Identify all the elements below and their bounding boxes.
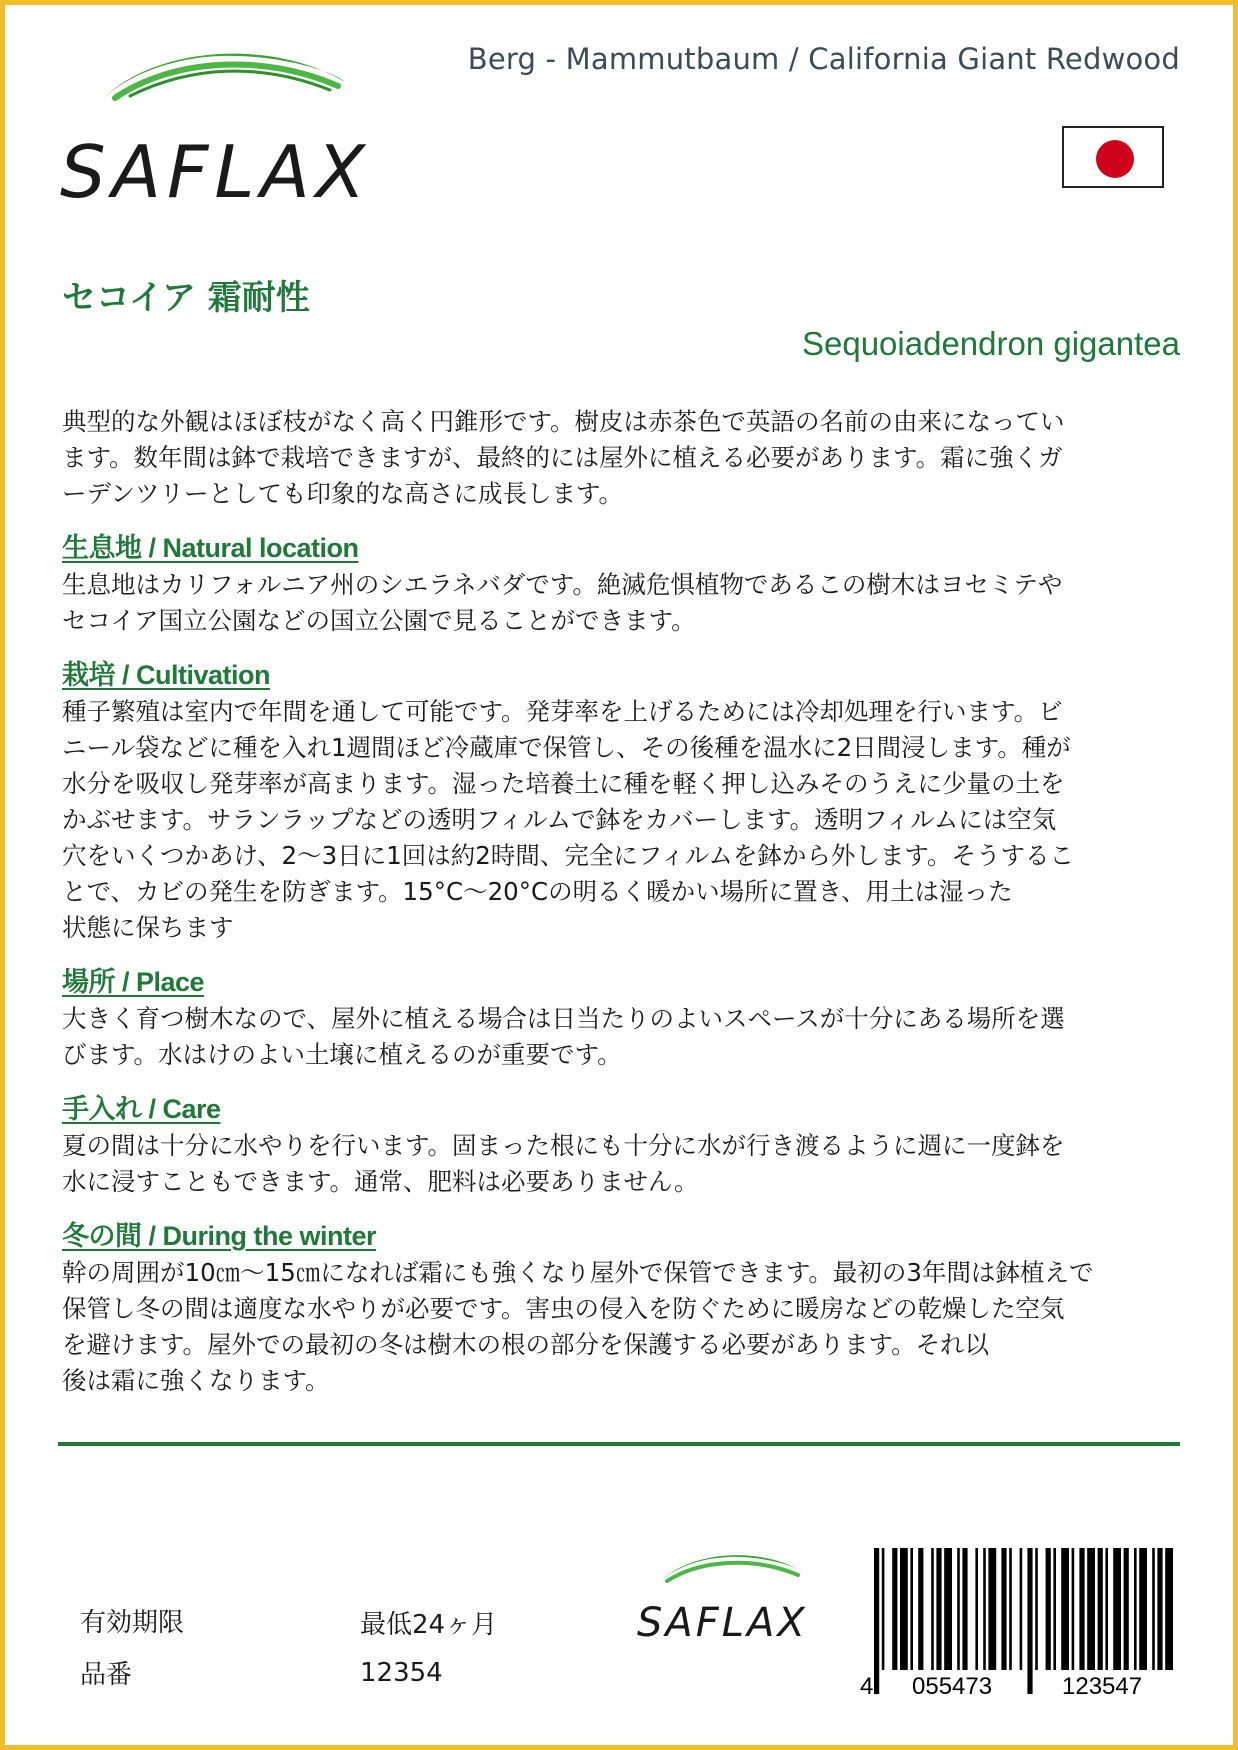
text-line: ニール袋などに種を入れ1週間ほど冷蔵庫で保管し、その後種を温水に2日間浸します。種が [62, 733, 1071, 762]
item-number-label: 品番 [80, 1660, 133, 1690]
barcode-bar [892, 1548, 897, 1670]
saflax-logo-small [635, 1548, 835, 1648]
barcode-bar [1046, 1548, 1051, 1670]
barcode-digit-1: 4 [860, 1673, 874, 1700]
barcode-bar [1079, 1548, 1084, 1670]
section-title-natural-location: 生息地 / Natural location [62, 533, 359, 563]
text-line: 後は霜に強くなります。 [62, 1366, 330, 1395]
barcode-bar [918, 1548, 923, 1670]
section-text-care [62, 1128, 1182, 1200]
barcode-bar [1027, 1548, 1032, 1694]
footer-divider [58, 1442, 1180, 1446]
barcode-bar [1152, 1548, 1155, 1670]
barcode-bar [988, 1548, 996, 1670]
saflax-logo [60, 42, 400, 212]
barcode-bar [1009, 1548, 1012, 1670]
barcode-bar [983, 1548, 986, 1670]
barcode-bar [1061, 1548, 1069, 1670]
barcode-bar [1139, 1548, 1147, 1670]
barcode-bar [1053, 1548, 1056, 1670]
text-line: 生息地はカリフォルニア州のシエラネバダです。絶滅危惧植物であるこの樹木はヨセミテや [62, 570, 1063, 599]
section-title-place: 場所 / Place [62, 967, 205, 997]
text-line: とで、カビの発生を防ぎます。15°C〜20°Cの明るく暖かい場所に置き、用土は湿った [62, 877, 1013, 906]
text-line: 水に浸すこともできます。通常、肥料は必要ありません。 [62, 1167, 699, 1196]
text-line: ーデンツリーとしても印象的な高さに成長します。 [62, 479, 624, 508]
section-title-winter: 冬の間 / During the winter [62, 1221, 377, 1251]
barcode-bar [975, 1548, 978, 1670]
flag-sun [1096, 140, 1134, 178]
barcode-bar [1113, 1548, 1121, 1670]
barcode-bar [1105, 1548, 1108, 1670]
text-line: かぶせます。サランラップなどの透明フィルムで鉢をカバーします。透明フィルムには空気 [62, 805, 1057, 834]
section-text-cultivation [62, 694, 1182, 946]
intro-paragraph [62, 404, 1182, 512]
barcode-bar [1001, 1548, 1006, 1670]
section-text-natural-location [62, 567, 1182, 639]
item-number-value: 12354 [360, 1658, 443, 1688]
product-name: セコイア 霜耐性 [62, 278, 310, 318]
section-text-place [62, 1001, 1182, 1073]
description-content [62, 404, 1182, 1399]
barcode-bar [874, 1548, 879, 1694]
barcode-digits-3: 123547 [1062, 1673, 1143, 1700]
text-line: ます。数年間は鉢で栽培できますが、最終的には屋外に植える必要があります。霜に強くガ [62, 443, 1063, 472]
barcode-bar [900, 1548, 908, 1670]
text-line: 状態に保ちます [62, 913, 234, 942]
text-line: びます。水はけのよい土壌に植えるのが重要です。 [62, 1040, 622, 1069]
text-line: 幹の周囲が10㎝～15㎝になれば霜にも強くなり屋外で保管できます。最初の3年間は鉢植えで [62, 1258, 1094, 1287]
text-line: セコイア国立公園などの国立公園で見ることができます。 [62, 606, 696, 635]
barcode-bar [944, 1548, 952, 1670]
barcode-bar [882, 1548, 885, 1670]
barcode [860, 1548, 1180, 1700]
section-title-care: 手入れ / Care [62, 1094, 221, 1124]
barcode-bar [1134, 1548, 1137, 1670]
text-line: を避けます。屋外での最初の冬は樹木の根の部分を保護する必要があります。それ以 [62, 1330, 990, 1359]
text-line: 典型的な外観はほぼ枝がなく高く円錐形です。樹皮は赤茶色で英語の名前の由来になってい [62, 407, 1065, 436]
section-title-cultivation: 栽培 / Cultivation [62, 660, 270, 690]
barcode-bar [1124, 1548, 1129, 1670]
text-line: 種子繁殖は室内で年間を通して可能です。発芽率を上げるためには冷却処理を行います。ビ [62, 697, 1063, 726]
barcode-bar [1020, 1548, 1023, 1670]
text-line: 水分を吸収し発芽率が高まります。湿った培養土に種を軽く押し込みそのうえに少量の土を [62, 769, 1065, 798]
saflax-logo-text: SAFLAX [60, 130, 372, 212]
text-line: 保管し冬の間は適度な水やりが必要です。害虫の侵入を防ぐために暖房などの乾燥した空気 [62, 1294, 1065, 1323]
barcode-digits-2: 055473 [912, 1673, 993, 1700]
text-line: 穴をいくつかあけ、2～3日に1回は約2時間、完全にフィルムを鉢から外します。そうするこ [62, 841, 1074, 870]
expiry-label: 有効期限 [80, 1608, 185, 1638]
barcode-bar [1165, 1548, 1173, 1670]
barcode-bar [931, 1548, 934, 1670]
section-text-winter [62, 1255, 1182, 1399]
barcode-bar [1157, 1548, 1162, 1670]
text-line: 夏の間は十分に水やりを行います。固まった根にも十分に水が行き渡るように週に一度鉢を [62, 1131, 1065, 1160]
text-line: 大きく育つ樹木なので、屋外に植える場合は日当たりのよいスペースが十分にある場所を選 [62, 1004, 1065, 1033]
latin-name: Sequoiadendron gigantea [801, 325, 1180, 362]
barcode-bar [1098, 1548, 1103, 1670]
barcode-bar [1035, 1548, 1038, 1670]
saflax-logo-small-text: SAFLAX [637, 1600, 808, 1646]
barcode-bar [936, 1548, 941, 1670]
barcode-bar [957, 1548, 960, 1670]
header-title: Berg - Mammutbaum / California Giant Redwood [467, 42, 1180, 76]
barcode-bar [1087, 1548, 1095, 1670]
barcode-bar [962, 1548, 967, 1670]
expiry-value: 最低24ヶ月 [360, 1610, 498, 1640]
japan-flag-icon [1062, 126, 1164, 188]
barcode-bar [910, 1548, 913, 1670]
barcode-bar [1072, 1548, 1075, 1670]
